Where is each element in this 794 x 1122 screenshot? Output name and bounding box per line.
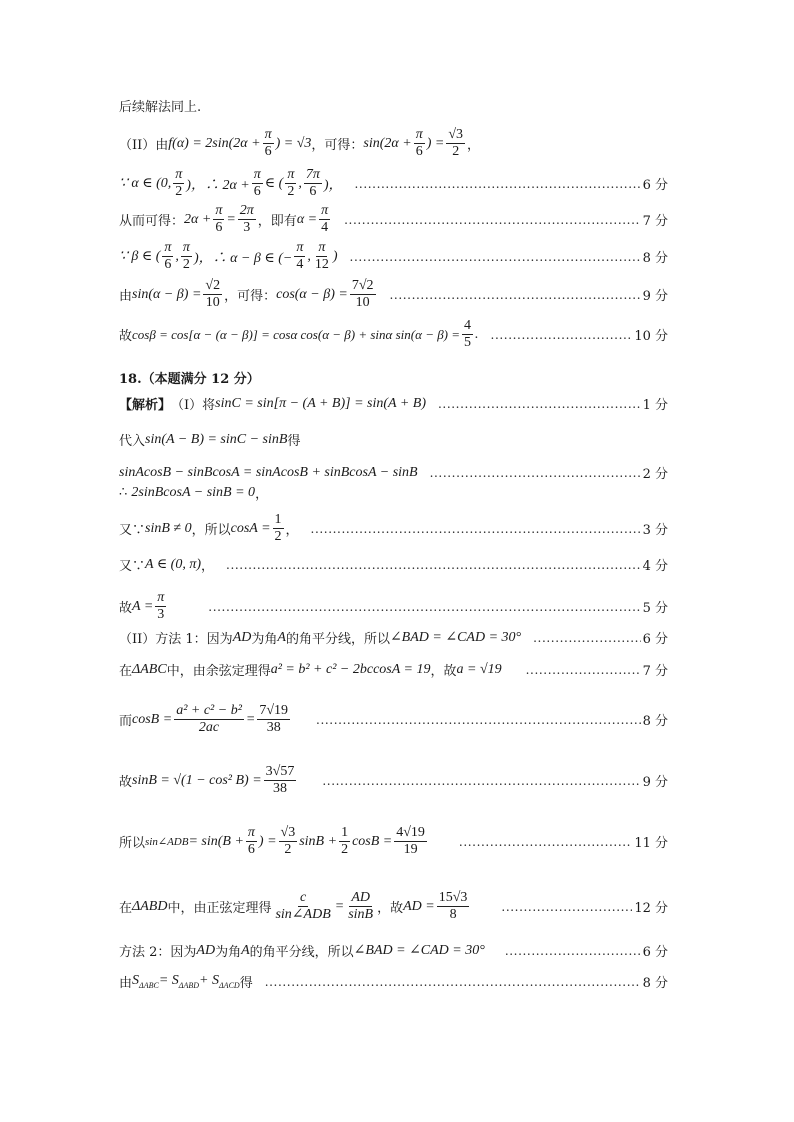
text: 方法 2：因为 [119, 945, 197, 960]
formula: cosβ = cos[α − (α − β)] = cosα cos(α − β) + sinα sin(α − β) = [132, 326, 461, 342]
question-heading: 18.（本题满分 12 分） [119, 372, 260, 387]
fraction: $\frac{3√57}{38}$ [265, 764, 295, 797]
dot-leader [350, 250, 641, 264]
formula: )，∴ α − β ∈ (− [193, 250, 293, 266]
fraction: $\frac{\pi}{4}$ [296, 240, 304, 273]
line-22 [119, 941, 668, 960]
dot-leader [316, 713, 641, 727]
score: 9 分 [642, 775, 668, 791]
score: 10 分 [634, 329, 668, 345]
score: 11 分 [634, 836, 668, 852]
score: 6 分 [642, 178, 668, 194]
formula: AD [232, 629, 252, 645]
line-23 [119, 972, 668, 991]
score: 8 分 [642, 976, 668, 991]
score: 6 分 [642, 632, 668, 647]
formula: cosB = [352, 833, 393, 849]
score: 3 分 [642, 523, 668, 539]
formula: sin(2α + [363, 135, 412, 151]
fraction: $\frac{√3}{2}$ [448, 127, 464, 160]
line-10 [119, 430, 668, 449]
formula: ) = √3 [275, 135, 312, 151]
text: 得 [239, 976, 253, 991]
fraction: $\frac{4√19}{19}$ [396, 825, 425, 858]
dot-leader [526, 663, 641, 677]
fraction: $\frac{4}{5}$ [464, 318, 472, 351]
score: 6 分 [642, 945, 668, 960]
fraction: $\frac{\pi}{3}$ [157, 590, 165, 623]
text: 代入 [119, 434, 146, 449]
fraction: $\frac{\pi}{6}$ [247, 825, 255, 858]
line-9 [119, 394, 668, 413]
formula: ) [332, 248, 338, 264]
text: 中，由正弦定理得 [167, 901, 272, 917]
text: ，故 [430, 664, 457, 679]
formula: A = [132, 598, 154, 614]
line-19 [119, 764, 668, 797]
dot-leader [438, 397, 641, 411]
formula: ∵ β ∈ ( [119, 249, 161, 265]
fraction: $\frac{\pi}{6}$ [253, 167, 261, 200]
line-14 [119, 555, 668, 574]
formula: a² = b² + c² − 2bccosA = 19 [270, 661, 431, 677]
text: ，故 [377, 901, 404, 917]
text: 故 [119, 775, 133, 791]
score: 4 分 [642, 559, 668, 574]
text: 中，由余弦定理得 [166, 664, 271, 679]
fraction: $\frac{7√2}{10}$ [351, 278, 374, 311]
line-17 [119, 660, 668, 679]
dot-leader [344, 213, 640, 227]
fraction: $\frac{√3}{2}$ [280, 825, 296, 858]
dot-leader [322, 774, 640, 788]
score: 8 分 [642, 714, 668, 730]
fraction: π 2 [182, 240, 190, 273]
fraction: π 2 [175, 167, 183, 200]
line-20 [119, 825, 668, 858]
score: 7 分 [642, 664, 668, 679]
score: 9 分 [642, 289, 668, 305]
text: ， [201, 559, 215, 574]
line-18 [119, 703, 668, 736]
fraction: $\frac{1}{2}$ [341, 825, 349, 858]
fraction: $\frac{15√3}{8}$ [438, 890, 468, 923]
text: 的角平分线，所以 [285, 632, 390, 647]
text: 为角 [215, 945, 242, 960]
score: 8 分 [642, 251, 668, 267]
formula: )， [323, 177, 343, 193]
formula: cos(α − β) = [276, 286, 348, 302]
formula: cosB = [132, 711, 173, 727]
formula: + $S_{\Delta ACD}$ [199, 973, 240, 990]
dot-leader [208, 600, 640, 614]
fraction: $\frac{\pi}{6}$ [415, 127, 423, 160]
text: 得 [287, 434, 301, 449]
formula: sin(A − B) = sinC − sinB [145, 431, 288, 447]
text: ， [467, 138, 481, 154]
line-5: ∵ β ∈ ( π 6 , π 2 )，∴ α − β ∈ (− $\frac{\pi}{4}$ , π 12 ) ..... 8 分 [119, 240, 668, 273]
line-4 [119, 203, 668, 236]
fraction: π 2 [287, 167, 295, 200]
text: 从而可得： [119, 214, 185, 230]
formula: ∠BAD = ∠CAD = 30° [353, 943, 485, 958]
dot-leader [491, 328, 633, 342]
formula: sin∠ADB [145, 836, 189, 849]
fraction: $\frac{\pi}{4}$ [321, 203, 329, 236]
line-15 [119, 590, 668, 623]
formula: = $S_{\Delta ABD}$ [158, 973, 200, 990]
text: 在 [119, 664, 133, 679]
formula: . [475, 326, 479, 342]
fraction: π 12 [314, 240, 329, 273]
line-21 [119, 890, 668, 923]
formula: = [245, 711, 256, 727]
line-3: ∵ α ∈ (0, π 2 )，∴ 2α + $\frac{\pi}{6}$ ∈ ( π 2 , 7π 6 )， ..... 6 分 [119, 167, 668, 200]
fraction: 7π 6 [305, 167, 320, 200]
text: （I）将 [171, 398, 216, 413]
dot-leader [533, 631, 640, 645]
dot-leader [501, 900, 632, 914]
formula: a = √19 [456, 661, 502, 677]
fraction: c sin∠ADB [275, 890, 331, 923]
dot-leader [459, 835, 632, 849]
fraction: $\frac{√2}{10}$ [205, 278, 221, 311]
fraction: $\frac{\pi}{6}$ [264, 127, 272, 160]
formula: = sin(B + [188, 833, 244, 849]
formula: $S_{\Delta ABC}$ [132, 973, 159, 990]
formula: A [277, 629, 286, 645]
dot-leader [355, 177, 641, 191]
text: 在 [119, 901, 133, 917]
text: ， [255, 487, 269, 502]
dot-leader [265, 975, 641, 989]
text: 故 [119, 329, 133, 345]
formula: sinC = sin[π − (A + B)] = sin(A + B) [215, 395, 427, 411]
line-12 [119, 483, 668, 502]
formula: ΔABD [132, 898, 168, 914]
text: 由 [119, 289, 133, 305]
fraction: $\frac{\text{a² + c² − b²}}{2ac}$ [176, 703, 242, 736]
line-16 [119, 628, 668, 647]
line-6 [119, 278, 668, 311]
formula: 2sinBcosA − sinB = 0 [131, 484, 256, 500]
formula: ∵ α ∈ (0, [119, 176, 172, 192]
fraction: π 6 [164, 240, 172, 273]
text: （II）方法 1：因为 [119, 632, 233, 647]
formula: ) = [258, 833, 277, 849]
formula: )，∴ 2α + [186, 177, 250, 193]
fraction: $\frac{\pi}{6}$ [215, 203, 223, 236]
line-13 [119, 512, 668, 545]
line-7 [119, 318, 668, 351]
text: ，可得： [311, 138, 364, 154]
fraction: $\frac{7√19}{38}$ [259, 703, 289, 736]
text: 又∵ [119, 523, 146, 539]
line-1 [119, 96, 668, 115]
formula: sinB = √(1 − cos² B) = [132, 772, 262, 788]
score: 7 分 [642, 214, 668, 230]
text: 后续解法同上. [119, 100, 202, 115]
dot-leader [311, 522, 641, 536]
text: 又∵ [119, 559, 146, 574]
formula: 2α + [184, 211, 212, 227]
dot-leader [430, 466, 641, 480]
text: 所以 [119, 836, 146, 852]
text: ，所以 [191, 523, 231, 539]
formula: AD [196, 942, 216, 958]
fraction: $\frac{1}{2}$ [274, 512, 282, 545]
formula: ∈ ( [264, 176, 284, 192]
dot-leader [226, 558, 641, 572]
formula: sinB ≠ 0 [145, 520, 192, 536]
formula: cosA = [230, 520, 271, 536]
line-11 [119, 463, 668, 482]
formula: ∠BAD = ∠CAD = 30° [389, 630, 522, 645]
text: ∴ [119, 485, 128, 500]
formula: A [241, 942, 250, 958]
dot-leader [505, 944, 641, 958]
formula: f(α) = 2sin(2α + [168, 135, 261, 151]
text: ，可得： [224, 289, 277, 305]
formula: α = [296, 211, 318, 227]
formula: AD = [403, 898, 435, 914]
formula: = [334, 898, 345, 914]
line-2 [119, 127, 668, 160]
dot-leader [390, 288, 641, 302]
text: 由 [119, 976, 133, 991]
score: 1 分 [642, 398, 668, 413]
formula: sin(α − β) = [132, 286, 202, 302]
fraction: $\frac{AD}{\sin B}$ [348, 890, 374, 923]
formula: = [226, 211, 236, 227]
score: 12 分 [634, 901, 668, 917]
text: 而 [119, 714, 133, 730]
score: 5 分 [642, 601, 668, 617]
text: 故 [119, 601, 133, 617]
fraction: $\frac{2\pi}{3}$ [239, 203, 254, 236]
label: （II）由 [119, 138, 169, 154]
formula: ) = [426, 135, 445, 151]
text: 为角 [251, 632, 278, 647]
formula: sinB + [299, 833, 338, 849]
text: ， [285, 523, 299, 539]
analysis-label: 【解析】 [119, 398, 172, 413]
text: 的角平分线，所以 [249, 945, 354, 960]
formula: ΔABC [132, 661, 167, 677]
score: 2 分 [642, 467, 668, 482]
text: ，即有 [257, 214, 297, 230]
formula: sinAcosB − sinBcosA = sinAcosB + sinBcosA − sinB [119, 464, 418, 480]
formula: A ∈ (0, π) [145, 557, 202, 572]
